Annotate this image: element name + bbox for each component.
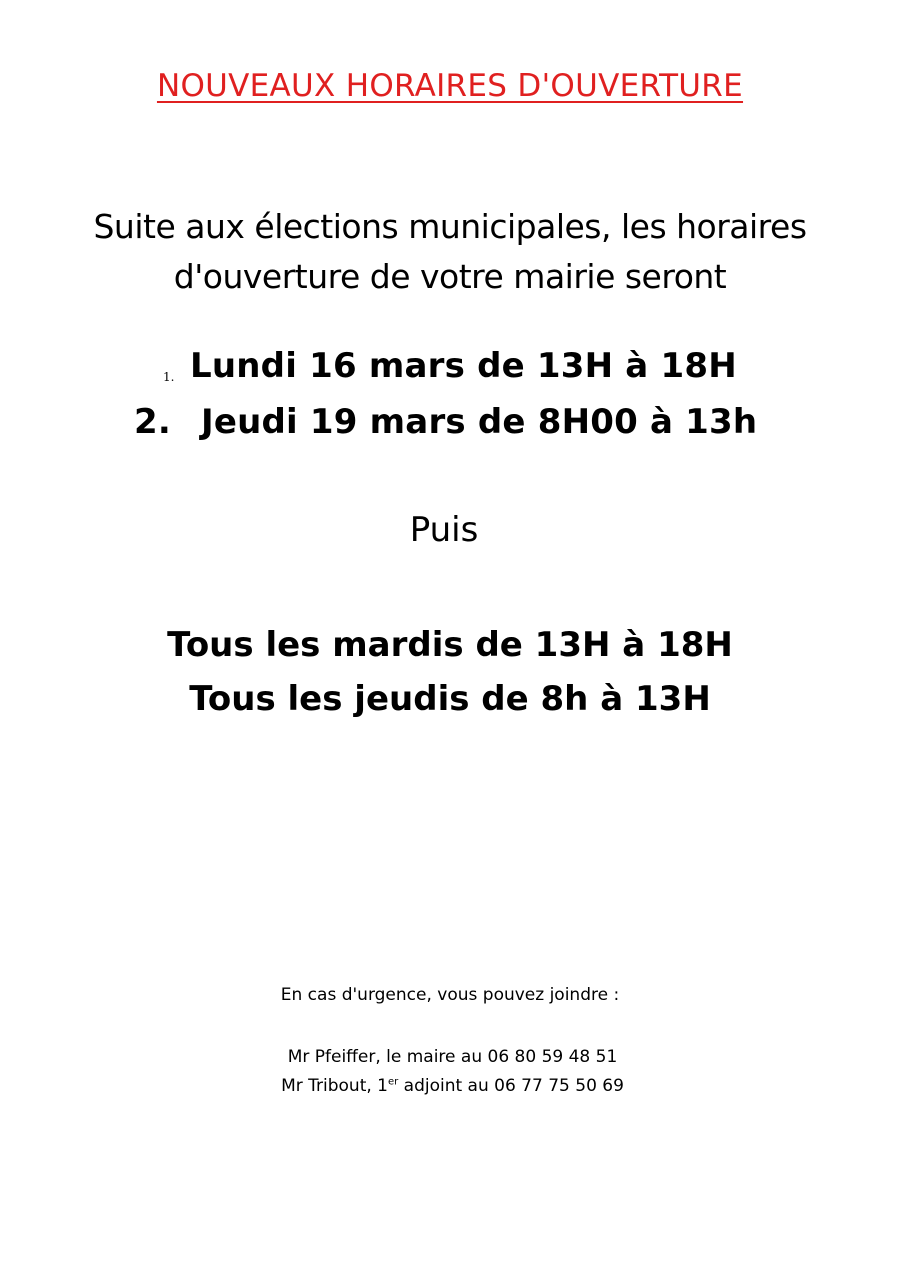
list-item-1-text: Lundi 16 mars de 13H à 18H bbox=[190, 346, 737, 386]
list-item-2-text: Jeudi 19 mars de 8H00 à 13h bbox=[200, 402, 758, 442]
contacts-block bbox=[0, 1043, 900, 1101]
list-item-2-number: 2. bbox=[134, 402, 171, 442]
contact-adjoint-after: adjoint au 06 77 75 50 69 bbox=[398, 1076, 624, 1096]
contact-maire: Mr Pfeiffer, le maire au 06 80 59 48 51 bbox=[287, 1047, 618, 1067]
intro-line-2: d'ouverture de votre mairie seront bbox=[173, 257, 727, 296]
intro-paragraph bbox=[0, 202, 900, 302]
schedule-line-1: Tous les mardis de 13H à 18H bbox=[167, 625, 733, 665]
schedule-line-2: Tous les jeudis de 8h à 13H bbox=[189, 679, 711, 719]
regular-schedule bbox=[0, 618, 900, 726]
urgence-text: En cas d'urgence, vous pouvez joindre : bbox=[280, 985, 620, 1005]
contact-adjoint-sup: er bbox=[387, 1076, 399, 1088]
intro-line-1: Suite aux élections municipales, les horaires bbox=[93, 207, 807, 246]
puis-text: Puis bbox=[409, 510, 479, 550]
contact-adjoint bbox=[0, 1072, 900, 1101]
page-title: NOUVEAUX HORAIRES D'OUVERTURE bbox=[156, 68, 744, 104]
contact-adjoint-before: Mr Tribout, 1 bbox=[281, 1076, 388, 1096]
list-item-2 bbox=[134, 402, 757, 442]
list-item-1-number: 1. bbox=[163, 370, 175, 384]
list-item-1 bbox=[190, 346, 737, 386]
